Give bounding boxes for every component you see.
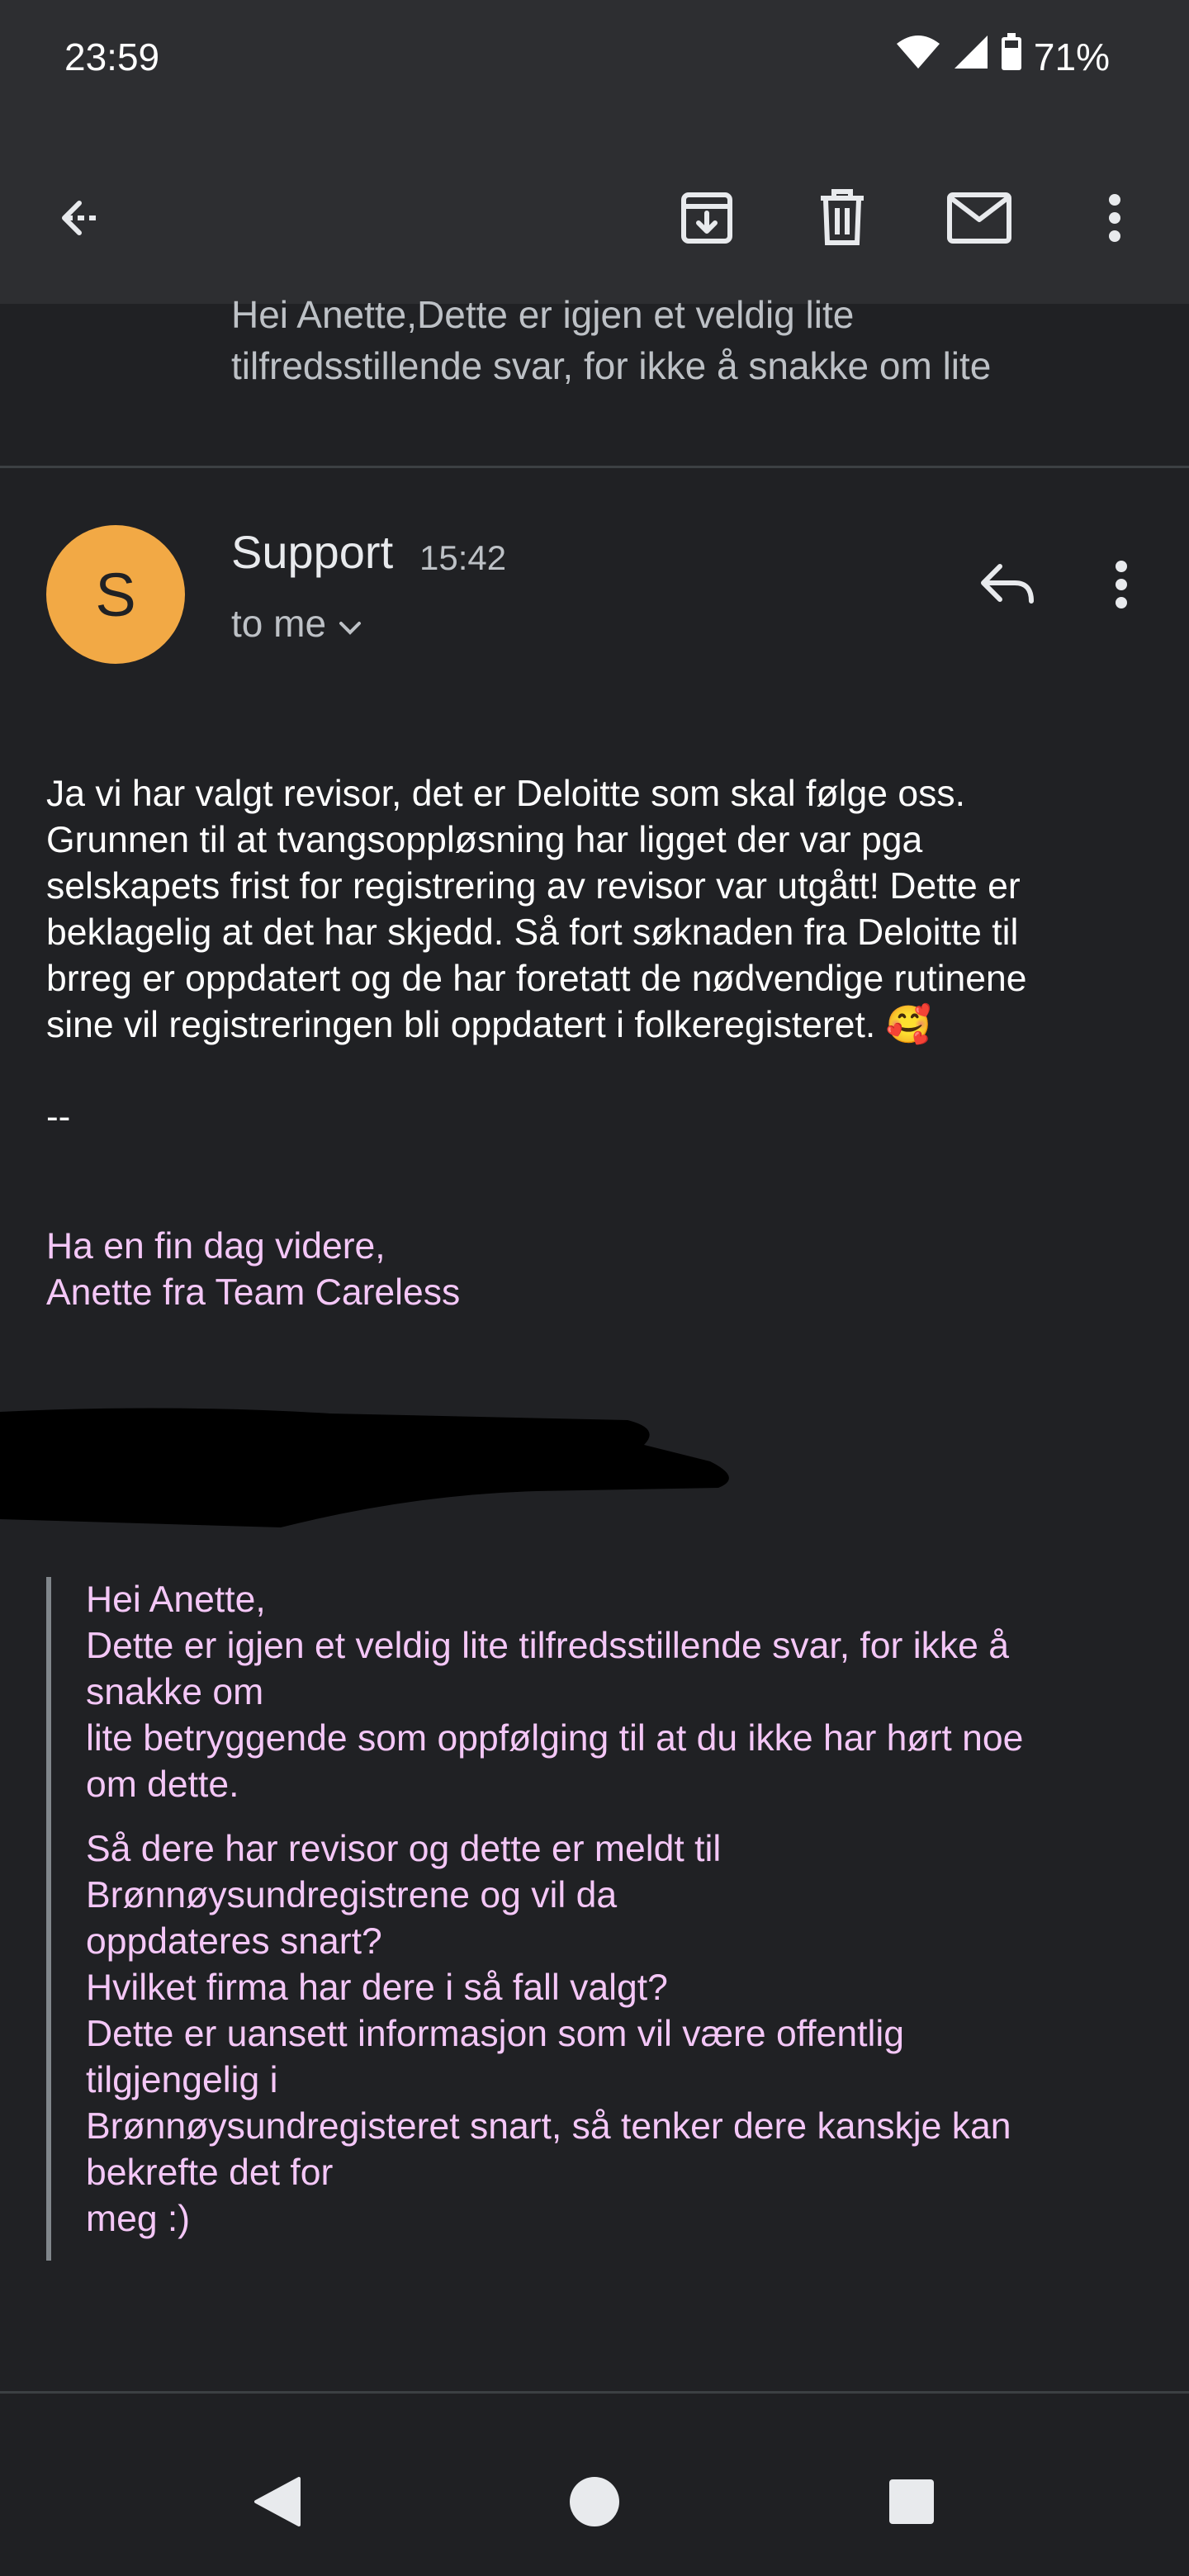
- quoted-line: Så dere har revisor og dette er meldt til: [86, 1829, 722, 1869]
- quoted-line: bekrefte det for: [86, 2152, 334, 2193]
- quoted-line: Brønnøysundregisteret snart, så tenker dere kanskje kan: [86, 2106, 1011, 2147]
- archive-icon[interactable]: [666, 177, 748, 259]
- quoted-line: tilgjengelig i: [86, 2060, 278, 2100]
- body-line: sine vil registreringen bli oppdatert i folkeregisteret. 🥰: [46, 1005, 931, 1045]
- quoted-line: Dette er igjen et veldig lite tilfredsstillende svar, for ikke å: [86, 1626, 1009, 1666]
- reply-icon: [978, 560, 1036, 613]
- more-vert-icon[interactable]: [1073, 177, 1156, 259]
- chevron-down-icon: [338, 601, 362, 646]
- quoted-line: om dette.: [86, 1764, 239, 1805]
- back-triangle-icon[interactable]: [244, 2469, 310, 2535]
- redaction-scribble: [0, 1395, 743, 1560]
- avatar[interactable]: [46, 525, 185, 664]
- body-line: Grunnen til at tvangsoppløsning har ligget der var pga: [46, 820, 923, 860]
- signal-icon: [953, 34, 989, 79]
- home-circle-icon[interactable]: [561, 2469, 628, 2535]
- quoted-line: Dette er uansett informasjon som vil være offentlig: [86, 2014, 904, 2054]
- body-line: brreg er oppdatert og de har foretatt de nødvendige rutinene: [46, 959, 1027, 999]
- message-time: 15:42: [419, 538, 507, 577]
- mark-unread-icon[interactable]: [938, 177, 1021, 259]
- back-icon[interactable]: [40, 177, 122, 259]
- signature-separator: --: [46, 1096, 71, 1137]
- quoted-line: lite betryggende som oppfølging til at du ikke har hørt noe: [86, 1718, 1024, 1759]
- message-more-button[interactable]: [1088, 545, 1154, 627]
- quoted-text: [46, 1577, 1158, 2261]
- quoted-line: Brønnøysundregistrene og vil da: [86, 1875, 618, 1915]
- delete-icon[interactable]: [801, 177, 883, 259]
- quoted-blank-line: [86, 1808, 1143, 1826]
- sender-name: Support: [231, 526, 394, 578]
- message-toolbar: [0, 116, 1189, 304]
- signature-line: Anette fra Team Careless: [46, 1272, 461, 1313]
- quoted-line: meg :): [86, 2199, 191, 2239]
- quoted-line: snakke om: [86, 1672, 264, 1712]
- body-line: beklagelig at det har skjedd. Så fort søknaden fra Deloitte til: [46, 912, 1019, 953]
- status-bar: [0, 0, 1189, 116]
- battery-icon: [1001, 33, 1022, 80]
- quoted-line: Hvilket firma har dere i så fall valgt?: [86, 1968, 668, 2008]
- more-vert-icon: [1113, 558, 1130, 615]
- body-line: Ja vi har valgt revisor, det er Deloitte som skal følge oss.: [46, 774, 965, 814]
- reply-button[interactable]: [966, 545, 1049, 627]
- preview-line: Hei Anette,Dette er igjen et veldig lite: [231, 293, 855, 336]
- recipient-label: to me: [231, 602, 327, 645]
- body-line: selskapets frist for registrering av revisor var utgått! Dette er: [46, 866, 1021, 907]
- recents-square-icon[interactable]: [879, 2469, 945, 2535]
- signature: [46, 1224, 460, 1316]
- message-divider: [0, 466, 1189, 468]
- status-time: 23:59: [64, 36, 160, 78]
- avatar-letter: S: [95, 560, 136, 629]
- nav-divider: [0, 2391, 1189, 2394]
- status-indicators: [895, 33, 1110, 80]
- quoted-line: oppdateres snart?: [86, 1921, 382, 1962]
- message-body: [46, 771, 1153, 1049]
- quoted-line: Hei Anette,: [86, 1579, 266, 1620]
- preview-line: tilfredsstillende svar, for ikke å snakke om lite: [231, 344, 992, 387]
- collapsed-message-preview[interactable]: [231, 289, 1156, 391]
- signature-line: Ha en fin dag videre,: [46, 1226, 386, 1267]
- battery-percent: 71%: [1033, 35, 1110, 78]
- wifi-icon: [895, 34, 941, 79]
- recipient-details-toggle[interactable]: [231, 601, 362, 646]
